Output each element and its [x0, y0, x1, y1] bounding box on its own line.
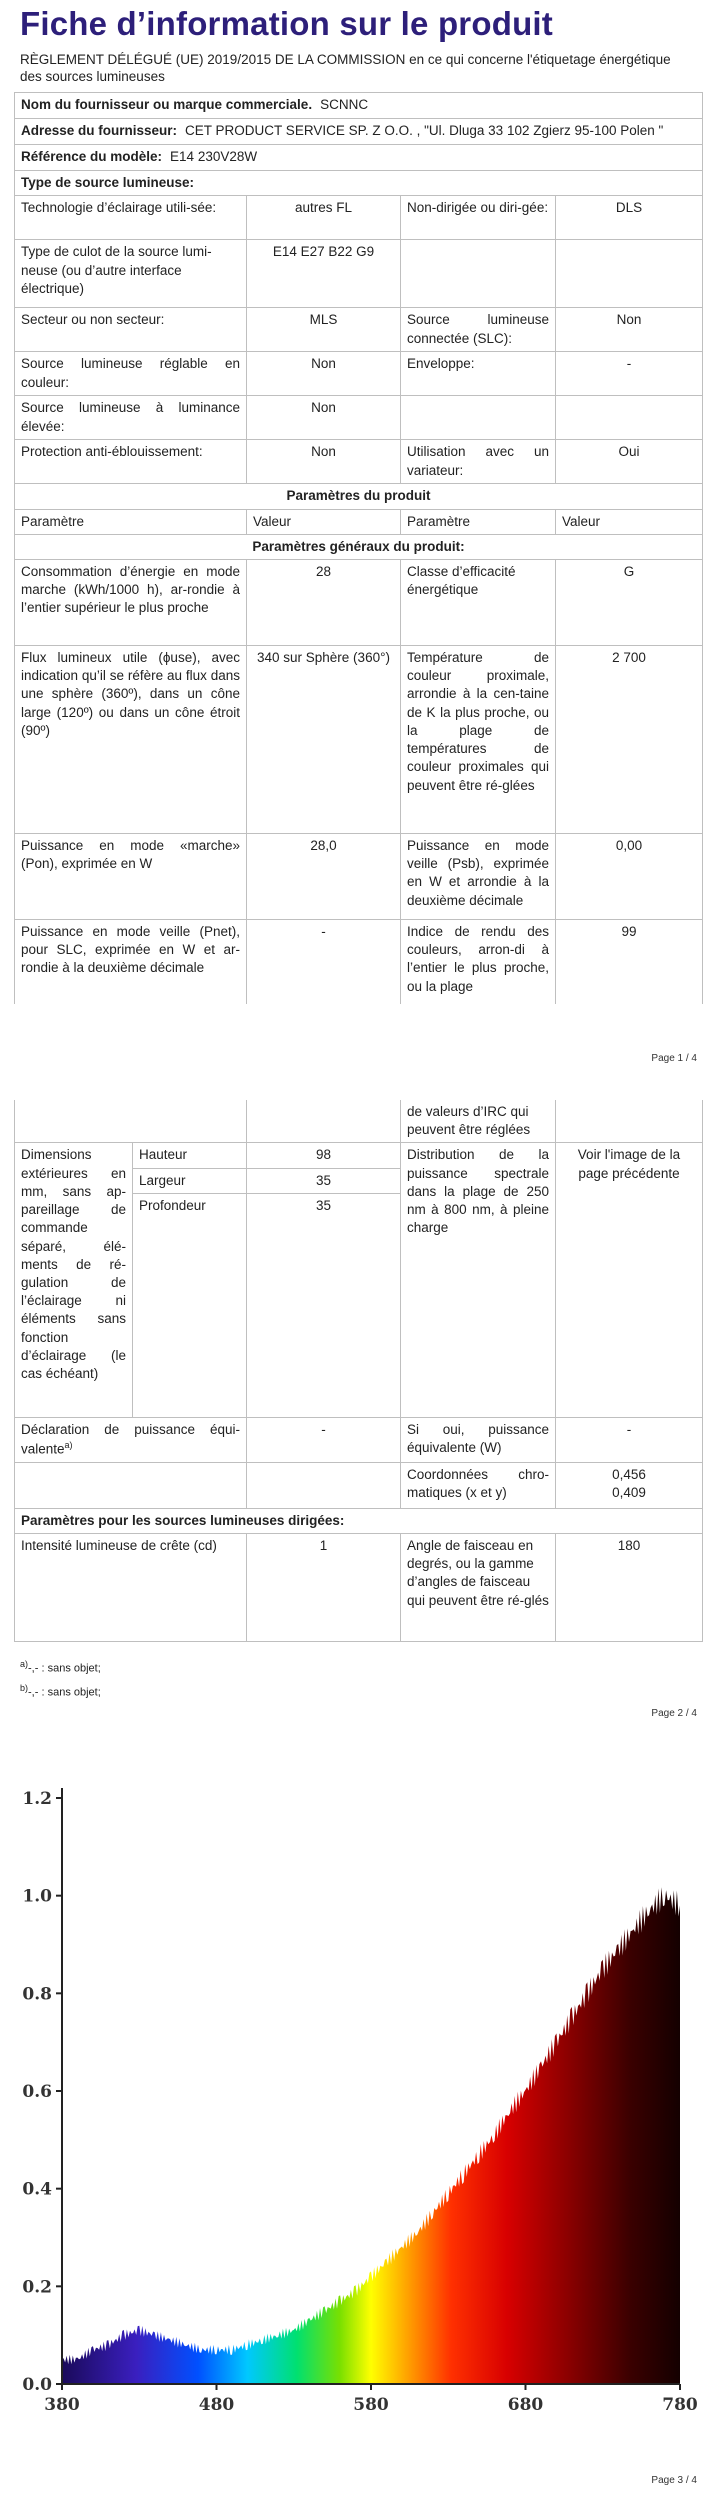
spectral-distribution-label: Distribution de la puissance spectrale dans la plage de 250 nm à 800 nm, à pleine charge [401, 1143, 556, 1417]
table-row: Secteur ou non secteur: MLS Source lumineuse connectée (SLC): Non [15, 308, 703, 352]
table-row [15, 1100, 703, 1143]
document-subtitle: RÈGLEMENT DÉLÉGUÉ (UE) 2019/2015 DE LA COMMISSION en ce qui concerne l'étiquetage énergétique des sources lumineuses [20, 51, 671, 85]
product-info-table [14, 92, 703, 1003]
depth-value: 35 [247, 1193, 401, 1417]
x-tick-label: 780 [662, 2395, 698, 2415]
page-2 [0, 1060, 713, 1740]
table-row: Puissance en mode «marche» (Pon), exprimée en W 28,0 Puissance en mode veille (Psb), exprimée en W et arrondie à la deuxième décimale 0,00 [15, 834, 703, 920]
y-tick-label: 0.4 [22, 2179, 52, 2200]
col-header-param: Paramètre [401, 509, 556, 534]
depth-label: Profondeur [133, 1193, 247, 1417]
directed-header: Paramètres pour les sources lumineuses dirigées: [15, 1508, 703, 1533]
page-1 [0, 0, 713, 1064]
dimensions-label: Dimensions extérieures en mm, sans ap-pareillage de commande séparé, élé-ments de ré-gulation de l’éclairage ni éléments sans fonction d’éclairage (le cas échéant) [15, 1143, 133, 1417]
col-header-param: Paramètre [15, 509, 247, 534]
page-3 [0, 1740, 713, 2510]
page-number: Page 2 / 4 [651, 1708, 697, 1719]
chromaticity-y: 0,409 [612, 1485, 646, 1501]
table-row: Intensité lumineuse de crête (cd) 1 Angle de faisceau en degrés, ou la gamme d’angles de faisceau qui peuvent être ré-glés 180 [15, 1534, 703, 1642]
footnote-b: $^{b)}$-,- : sans objet; [20, 1683, 101, 1699]
page-number: Page 3 / 4 [651, 2475, 697, 2486]
equiv-power-label: Déclaration de puissance équi-valente [21, 1421, 240, 1457]
table-row [15, 1462, 703, 1508]
x-tick-label: 580 [353, 2395, 389, 2415]
y-tick-label: 0.8 [22, 1984, 52, 2005]
supplier-address-row: Adresse du fournisseur: CET PRODUCT SERVICE SP. Z O.O. , "Ul. Dluga 33 102 Zgierz 95-100 Polen " [15, 119, 703, 145]
col-header-value: Valeur [556, 509, 703, 534]
y-tick-label: 0.0 [22, 2375, 52, 2395]
general-header: Paramètres généraux du produit: [15, 534, 703, 559]
table-row: Déclaration de puissance équi-valente$^{a)}$ - Si oui, puissance équivalente (W) - [15, 1417, 703, 1462]
height-label: Hauteur [133, 1143, 247, 1168]
page-number: Page 1 / 4 [651, 1053, 697, 1064]
table-row: Type de culot de la source lumi-neuse (ou d’autre interface électrique) E14 E27 B22 G9 [15, 240, 703, 308]
height-value: 98 [247, 1143, 401, 1168]
document-title: Fiche d’information sur le produit [20, 5, 553, 42]
x-tick-label: 680 [507, 2395, 544, 2415]
width-value: 35 [247, 1168, 401, 1193]
dimensions-row [15, 1143, 703, 1168]
table-row: Puissance en mode veille (Pnet), pour SLC, exprimée en W et ar-rondie à la deuxième décimale - Indice de rendu des couleurs, arron-di à l’entier le plus proche, ou la plage 99 [15, 920, 703, 1004]
footnotes [20, 1656, 713, 1704]
y-tick-label: 1.2 [22, 1789, 52, 1809]
params-header: Paramètres du produit [15, 484, 703, 509]
x-tick-label: 480 [198, 2395, 235, 2415]
column-header-row [15, 509, 703, 534]
table-row: Consommation d’énergie en mode marche (kWh/1000 h), ar-rondie à l’entier supérieur le plus proche 28 Classe d’efficacité énergétique G [15, 560, 703, 646]
table-row: Technologie d’éclairage utili-sée: autres FL Non-dirigée ou diri-gée: DLS [15, 196, 703, 240]
table-row: Source lumineuse à luminance élevée: Non [15, 396, 703, 440]
chromaticity-label: Coordonnées chro-matiques (x et y) [401, 1462, 556, 1508]
table-row: Source lumineuse réglable en couleur: Non Enveloppe: - [15, 352, 703, 396]
model-reference: E14 230V28W [170, 149, 258, 165]
y-tick-label: 0.2 [22, 2277, 52, 2298]
supplier-address: CET PRODUCT SERVICE SP. Z O.O. , "Ul. Dluga 33 102 Zgierz 95-100 Polen " [185, 123, 664, 139]
supplier-name-row: Nom du fournisseur ou marque commerciale. SCNNC [15, 93, 703, 119]
chromaticity-x: 0,456 [612, 1466, 646, 1482]
model-row: Référence du modèle: E14 230V28W [15, 145, 703, 171]
table-row: Protection anti-éblouissement: Non Utilisation avec un variateur: Oui [15, 440, 703, 484]
y-tick-label: 0.6 [22, 2082, 52, 2102]
source-type-header: Type de source lumineuse: [15, 171, 703, 196]
x-tick-label: 380 [44, 2395, 80, 2415]
spectral-distribution-value: Voir l'image de la page précédente [556, 1143, 703, 1417]
width-label: Largeur [133, 1168, 247, 1193]
y-tick-label: 1.0 [22, 1886, 52, 1907]
supplier-name: SCNNC [320, 97, 369, 113]
continued-text: de valeurs d’IRC qui peuvent être réglées [401, 1100, 556, 1143]
col-header-value: Valeur [247, 509, 401, 534]
table-row: Flux lumineux utile (ϕuse), avec indication qu’il se réfère au flux dans une sphère (360º), dans un cône large (120º) ou dans un cône étroit (90º) 340 sur Sphère (360°) Température de couleur proximale, arrondie à la cen-taine de K la plus proche, ou la plage de températures de couleur proximales qui peuvent être ré-glées 2 700 [15, 646, 703, 834]
footnote-a: $^{a)}$-,- : sans objet; [20, 1659, 101, 1675]
spectral-distribution-chart [10, 1750, 700, 2460]
product-info-table-continued [14, 1100, 703, 1642]
